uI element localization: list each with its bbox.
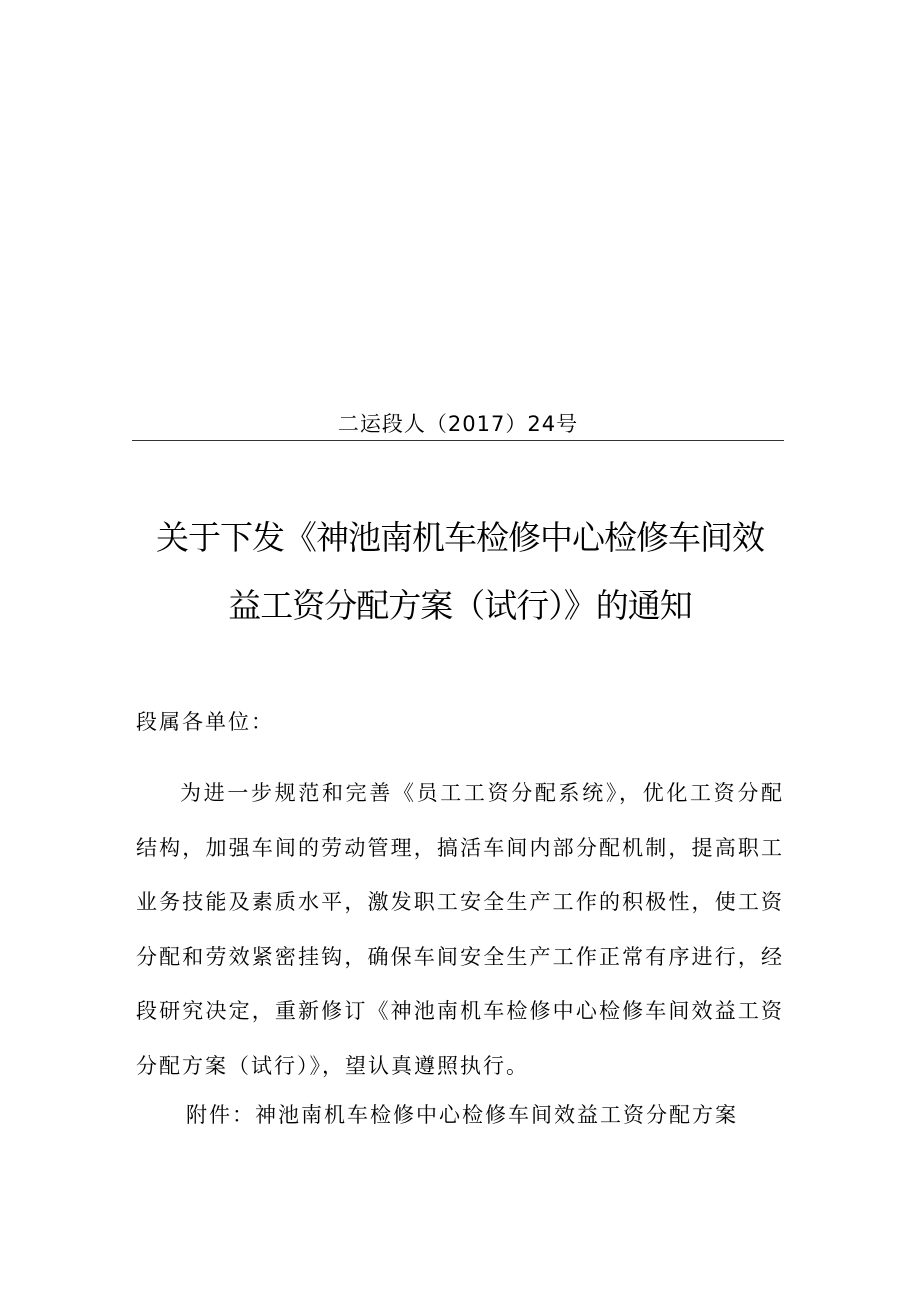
- document-title-line-1: 关于下发《神池南机车检修中心检修车间效: [156, 518, 764, 557]
- header-divider: [132, 440, 784, 441]
- document-number: 二运段人（2017）24号: [337, 412, 579, 436]
- document-title-line-2: 益工资分配方案（试行）》的通知: [228, 586, 692, 625]
- attachment-line: 附件：神池南机车检修中心检修车间效益工资分配方案: [186, 1103, 738, 1127]
- body-paragraph: 为进一步规范和完善《员工工资分配系统》，优化工资分配结构，加强车间的劳动管理，搞活车间内部分配机制，提高职工业务技能及素质水平，激发职工安全生产工作的积极性，使工资分配和劳效紧密挂钩，确保车间安全生产工作正常有序进行，经段研究决定，重新修订《神池南机车检修中心检修车间效益工资分配方案（试行）》，望认真遵照执行。: [136, 781, 784, 1078]
- salutation: 段属各单位：: [136, 710, 274, 734]
